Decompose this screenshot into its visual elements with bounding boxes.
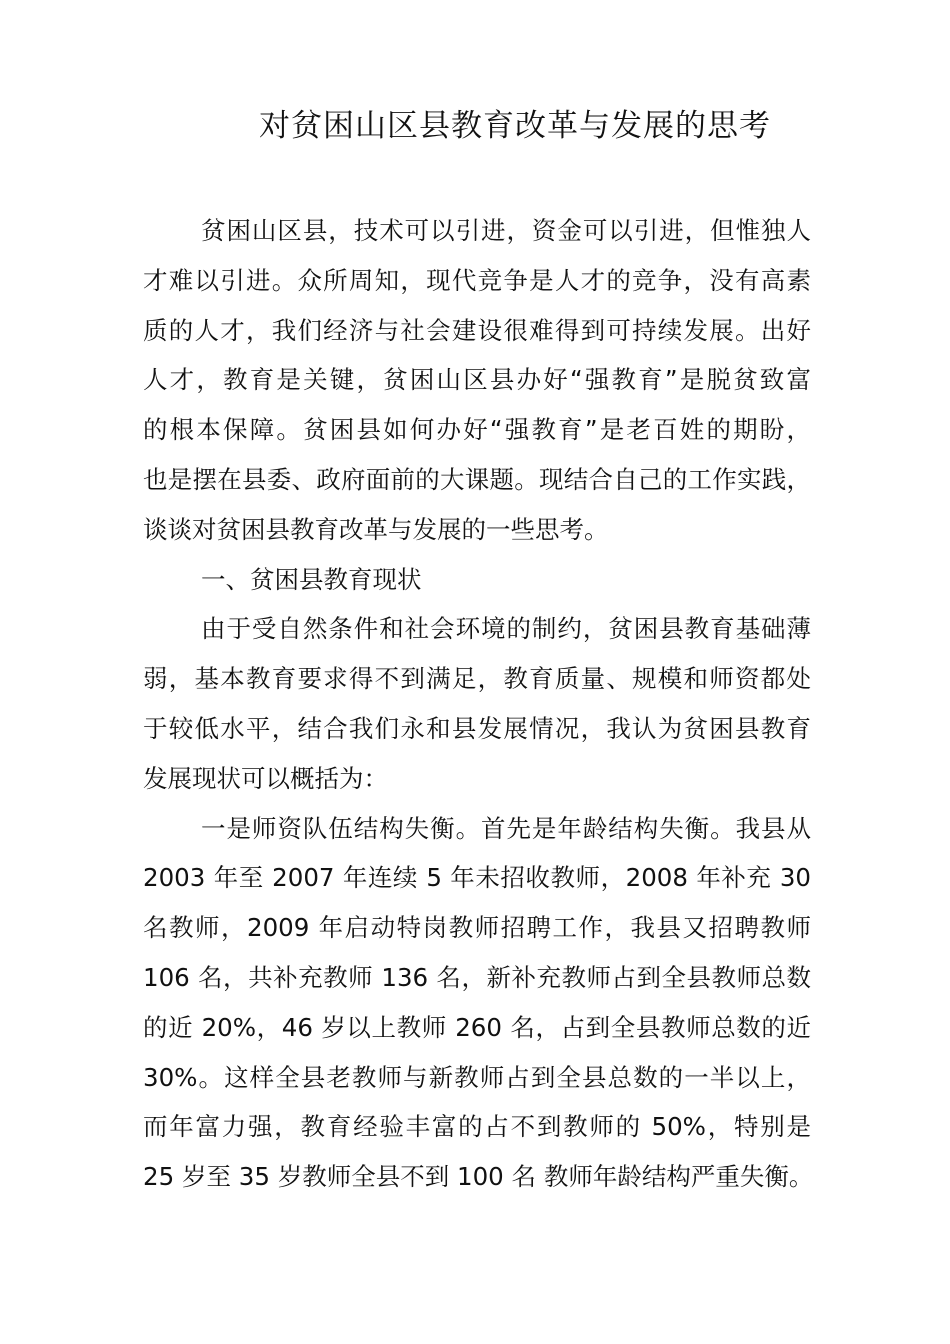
paragraph-line: 30%。这样全县老教师与新教师占到全县总数的一半以上， xyxy=(143,1062,811,1092)
paragraph-line: 由于受自然条件和社会环境的制约，贫困县教育基础薄 xyxy=(201,614,811,644)
paragraph-line: 的根本保障。贫困县如何办好“强教育”是老百姓的期盼， xyxy=(143,415,811,445)
paragraph-line: 于较低水平，结合我们永和县发展情况，我认为贫困县教育 xyxy=(143,713,811,743)
paragraph-line: 2003 年至 2007 年连续 5 年未招收教师，2008 年补充 30 xyxy=(143,863,811,893)
paragraph-line: 谈谈对贫困县教育改革与发展的一些思考。 xyxy=(143,514,609,544)
section-heading: 一、贫困县教育现状 xyxy=(201,564,422,594)
paragraph-line: 贫困山区县，技术可以引进，资金可以引进，但惟独人 xyxy=(201,216,811,245)
document-title: 对贫困山区县教育改革与发展的思考 xyxy=(259,108,771,144)
paragraph-line: 弱，基本教育要求得不到满足，教育质量、规模和师资都处 xyxy=(143,664,811,694)
paragraph-line: 也是摆在县委、政府面前的大课题。现结合自己的工作实践， xyxy=(143,464,811,494)
paragraph-line: 人才，教育是关键，贫困山区县办好“强教育”是脱贫致富 xyxy=(143,365,811,395)
paragraph-line: 才难以引进。众所周知，现代竞争是人才的竞争，没有高素 xyxy=(143,265,811,295)
paragraph-line: 25 岁至 35 岁教师全县不到 100 名 教师年龄结构严重失衡。 xyxy=(143,1162,814,1192)
paragraph-line: 一是师资队伍结构失衡。首先是年龄结构失衡。我县从 xyxy=(201,813,811,843)
document-body xyxy=(143,206,814,1202)
paragraph-line: 名教师，2009 年启动特岗教师招聘工作，我县又招聘教师 xyxy=(143,913,811,943)
paragraph-line: 发展现状可以概括为： xyxy=(143,763,388,793)
paragraph-line: 的近 20%，46 岁以上教师 260 名，占到全县教师总数的近 xyxy=(143,1012,811,1042)
paragraph-line: 质的人才，我们经济与社会建设很难得到可持续发展。出好 xyxy=(143,315,811,345)
paragraph-line: 106 名，共补充教师 136 名，新补充教师占到全县教师总数 xyxy=(143,962,811,992)
paragraph-line: 而年富力强，教育经验丰富的占不到教师的 50%，特别是 xyxy=(143,1112,811,1142)
